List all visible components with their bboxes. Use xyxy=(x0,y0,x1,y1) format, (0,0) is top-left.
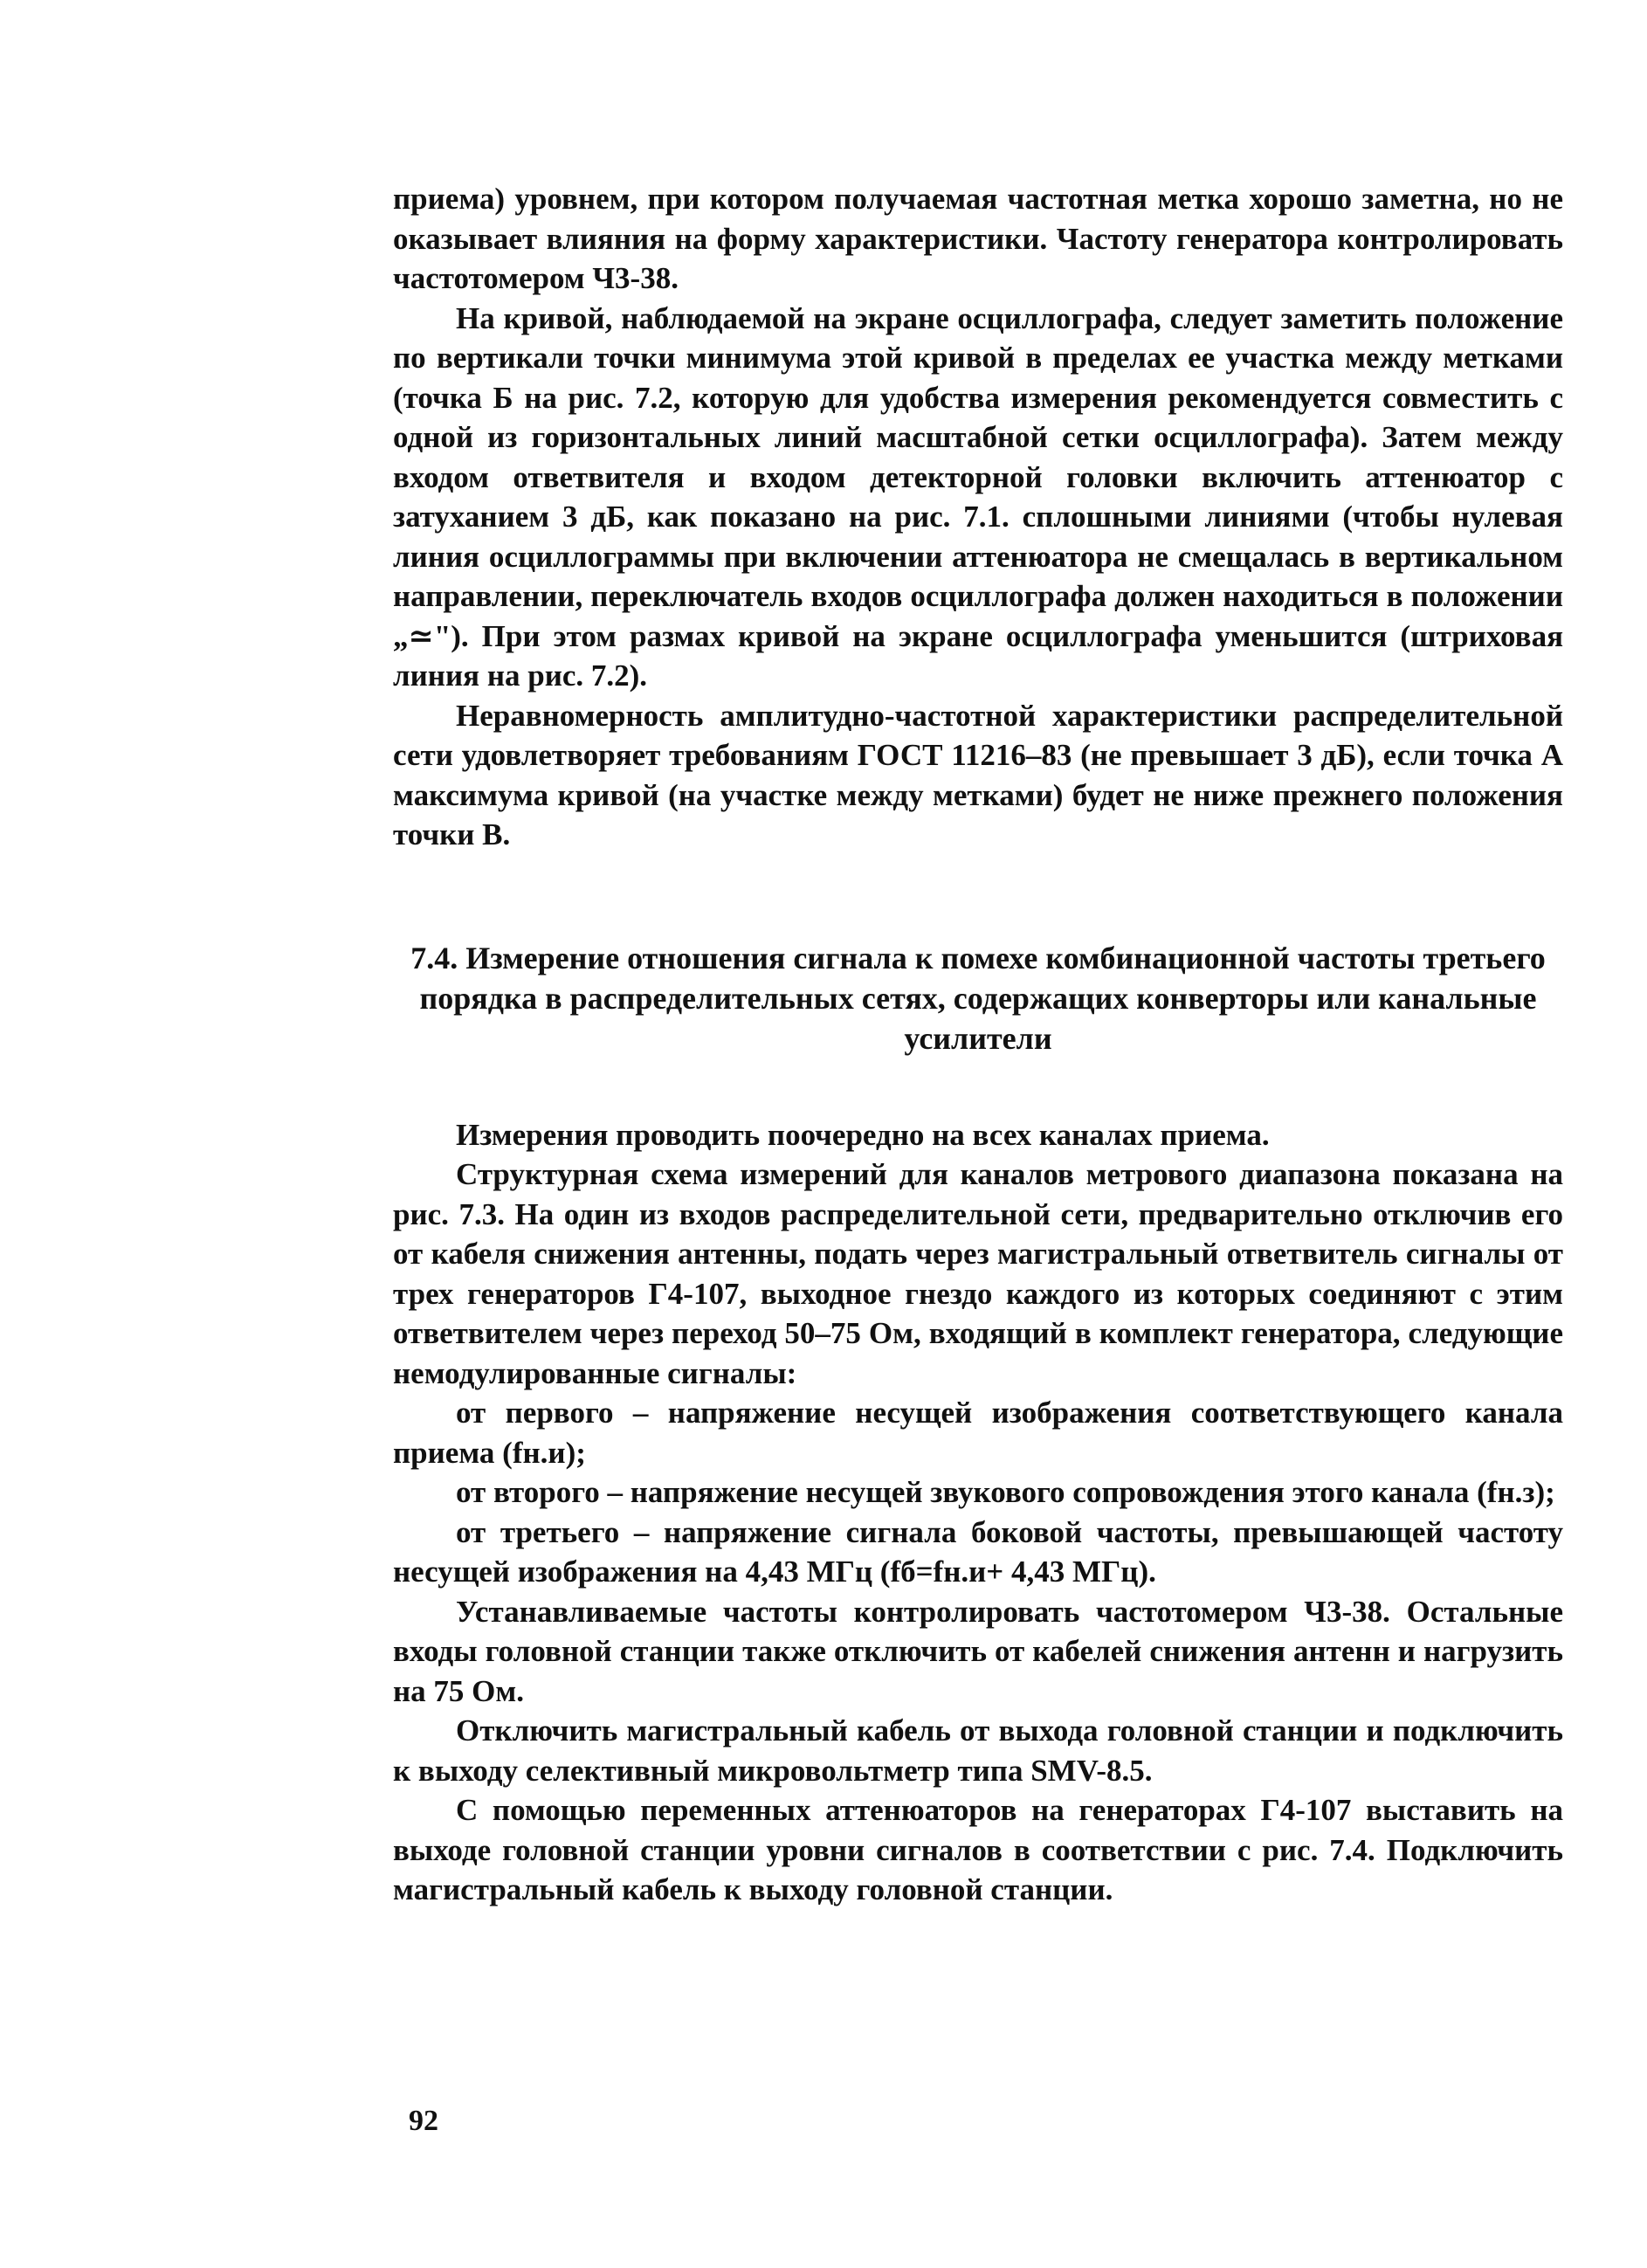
page-body xyxy=(393,179,1563,1910)
paragraph-2: На кривой, наблюдаемой на экране осциллографа, следует заметить положение по вертикали точки минимума этой кривой в пределах ее участка между метками (точка Б на рис. 7.2, которую для удобства измерения рекомендуется совместить с одной из горизонтальных линий масштабной сетки осциллографа). Затем между входом ответвителя и входом детекторной головки включить аттенюатор с затуханием 3 дБ, как показано на рис. 7.1. сплошными линиями (чтобы нулевая линия осциллограммы при включении аттенюатора не смещалась в вертикальном направлении, переключатель входов осциллографа должен находиться в положении „≃"). При этом размах кривой на экране осциллографа уменьшится (штриховая линия на рис. 7.2). xyxy=(393,300,1563,693)
page-number: 92 xyxy=(409,2105,438,2137)
list-item-1: от первого – напряжение несущей изображения соответствующего канала приема (fн.и); xyxy=(393,1396,1563,1470)
paragraph-4: Измерения проводить поочередно на всех каналах приема. xyxy=(456,1117,1270,1152)
paragraph-7: Отключить магистральный кабель от выхода головной станции и подключить к выходу селективный микровольтметр типа SMV-8.5. xyxy=(393,1713,1563,1788)
paragraph-6: Устанавливаемые частоты контролировать частотомером Ч3-38. Остальные входы головной станции также отключить от кабелей снижения антенн и нагрузить на 75 Ом. xyxy=(393,1594,1563,1708)
section-heading: 7.4. Измерение отношения сигнала к помехе комбинационной частоты третьего порядка в распределительных сетях, содержащих конверторы или канальные усилители xyxy=(410,940,1546,1056)
paragraph-3: Неравномерность амплитудно-частотной характеристики распределительной сети удовлетворяет требованиям ГОСТ 11216–83 (не превышает 3 дБ), если точка А максимума кривой (на участке между метками) будет не ниже прежнего положения точки В. xyxy=(393,698,1563,851)
paragraph-1: приема) уровнем, при котором получаемая частотная метка хорошо заметна, но не оказывает влияния на форму характеристики. Частоту генератора контролировать частотомером Ч3-38. xyxy=(393,182,1563,295)
paragraph-5: Структурная схема измерений для каналов метрового диапазона показана на рис. 7.3. На один из входов распределительной сети, предварительно отключив его от кабеля снижения антенны, подать через магистральный ответвитель сигналы от трех генераторов Г4-107, выходное гнездо каждого из которых соединяют с этим ответвителем через переход 50–75 Ом, входящий в комплект генератора, следующие немодулированные сигналы: xyxy=(393,1157,1563,1390)
list-item-3: от третьего – напряжение сигнала боковой частоты, превышающей частоту несущей изображения на 4,43 МГц (fб=fн.и+ 4,43 МГц). xyxy=(393,1514,1563,1589)
paragraph-8: С помощью переменных аттенюаторов на генераторах Г4-107 выставить на выходе головной станции уровни сигналов в соответствии с рис. 7.4. Подключить магистральный кабель к выходу головной станции. xyxy=(393,1793,1563,1906)
list-item-2: от второго – напряжение несущей звукового сопровождения этого канала (fн.з); xyxy=(456,1475,1555,1509)
